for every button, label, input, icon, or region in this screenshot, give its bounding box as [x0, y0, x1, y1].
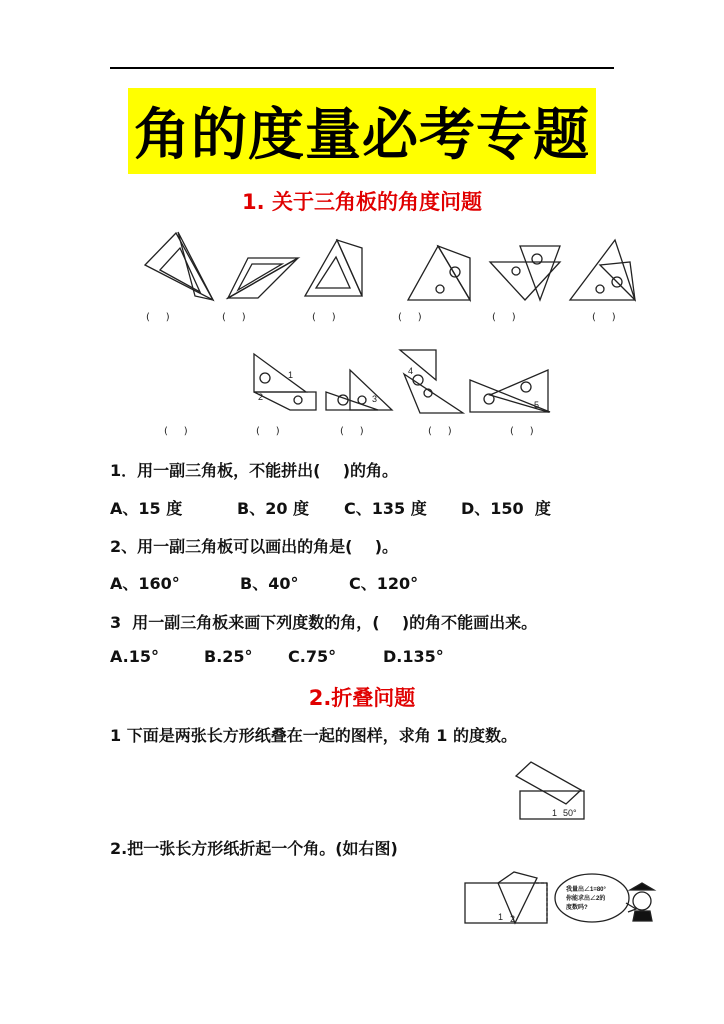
- section2-heading: 2.折叠问题: [308, 686, 416, 710]
- q1-option-c: C、135 度: [344, 499, 427, 518]
- fold1-label-1: 1: [552, 808, 558, 818]
- q3-option-a: A.15°: [110, 647, 160, 666]
- question-1: 1．用一副三角板，不能拼出( )的角。: [110, 461, 399, 480]
- blank-r2-4: ( ): [428, 426, 452, 437]
- q2-option-b: B、40°: [240, 574, 299, 593]
- section1-heading: 1. 关于三角板的角度问题: [242, 190, 482, 214]
- q2-option-c: C、120°: [349, 574, 419, 593]
- fold-question-1: 1 下面是两张长方形纸叠在一起的图样，求角 1 的度数。: [110, 726, 517, 745]
- blank-r1-6: ( ): [592, 312, 616, 323]
- blank-r1-3: ( ): [312, 312, 336, 323]
- blank-r1-1: ( ): [146, 312, 170, 323]
- blank-r1-2: ( ): [222, 312, 246, 323]
- fig-label-3: 3: [372, 394, 378, 404]
- figure-9: [400, 350, 463, 413]
- fold2-label-1: 1: [498, 912, 504, 922]
- figure-6: [570, 240, 635, 300]
- figure-7: [254, 354, 316, 410]
- blank-r2-3: ( ): [340, 426, 364, 437]
- blank-r1-5: ( ): [492, 312, 516, 323]
- q1-option-d: D、150 度: [461, 499, 551, 518]
- blank-r2-5: ( ): [510, 426, 534, 437]
- bubble-line-2: 你能求出∠2的: [566, 896, 606, 902]
- question-3: 3 用一副三角板来画下列度数的角，( )的角不能画出来。: [110, 613, 538, 632]
- fig-label-2: 2: [258, 392, 264, 402]
- figure-4: [408, 246, 470, 300]
- page-title: 角的度量必考专题: [134, 103, 590, 168]
- figure-2: [228, 258, 298, 298]
- figure-3: [305, 240, 362, 296]
- q2-option-a: A、160°: [110, 574, 180, 593]
- fig-label-5: 5: [534, 400, 540, 410]
- fig-label-1: 1: [288, 370, 294, 380]
- blank-r2-2: ( ): [256, 426, 280, 437]
- figure-1: [145, 232, 213, 300]
- folding-figure-2: [465, 872, 547, 923]
- q1-option-b: B、20 度: [237, 499, 310, 518]
- student-cartoon-icon: [630, 883, 654, 921]
- question-2: 2、用一副三角板可以画出的角是( )。: [110, 537, 399, 556]
- fig-label-4: 4: [408, 366, 414, 376]
- figure-8: [326, 370, 392, 410]
- bubble-line-3: 度数吗?: [566, 905, 588, 911]
- fold-question-2: 2.把一张长方形纸折起一个角。(如右图): [110, 839, 398, 858]
- figure-5: [490, 246, 560, 300]
- bubble-line-1: 我量出∠1=80°: [566, 887, 606, 893]
- fold1-angle: 50°: [563, 808, 577, 818]
- blank-r2-1: ( ): [164, 426, 188, 437]
- q3-option-c: C.75°: [288, 647, 337, 666]
- q3-option-b: B.25°: [204, 647, 253, 666]
- q3-option-d: D.135°: [383, 647, 444, 666]
- blank-r1-4: ( ): [398, 312, 422, 323]
- q1-option-a: A、15 度: [110, 499, 183, 518]
- fold2-label-2: 2: [510, 914, 516, 924]
